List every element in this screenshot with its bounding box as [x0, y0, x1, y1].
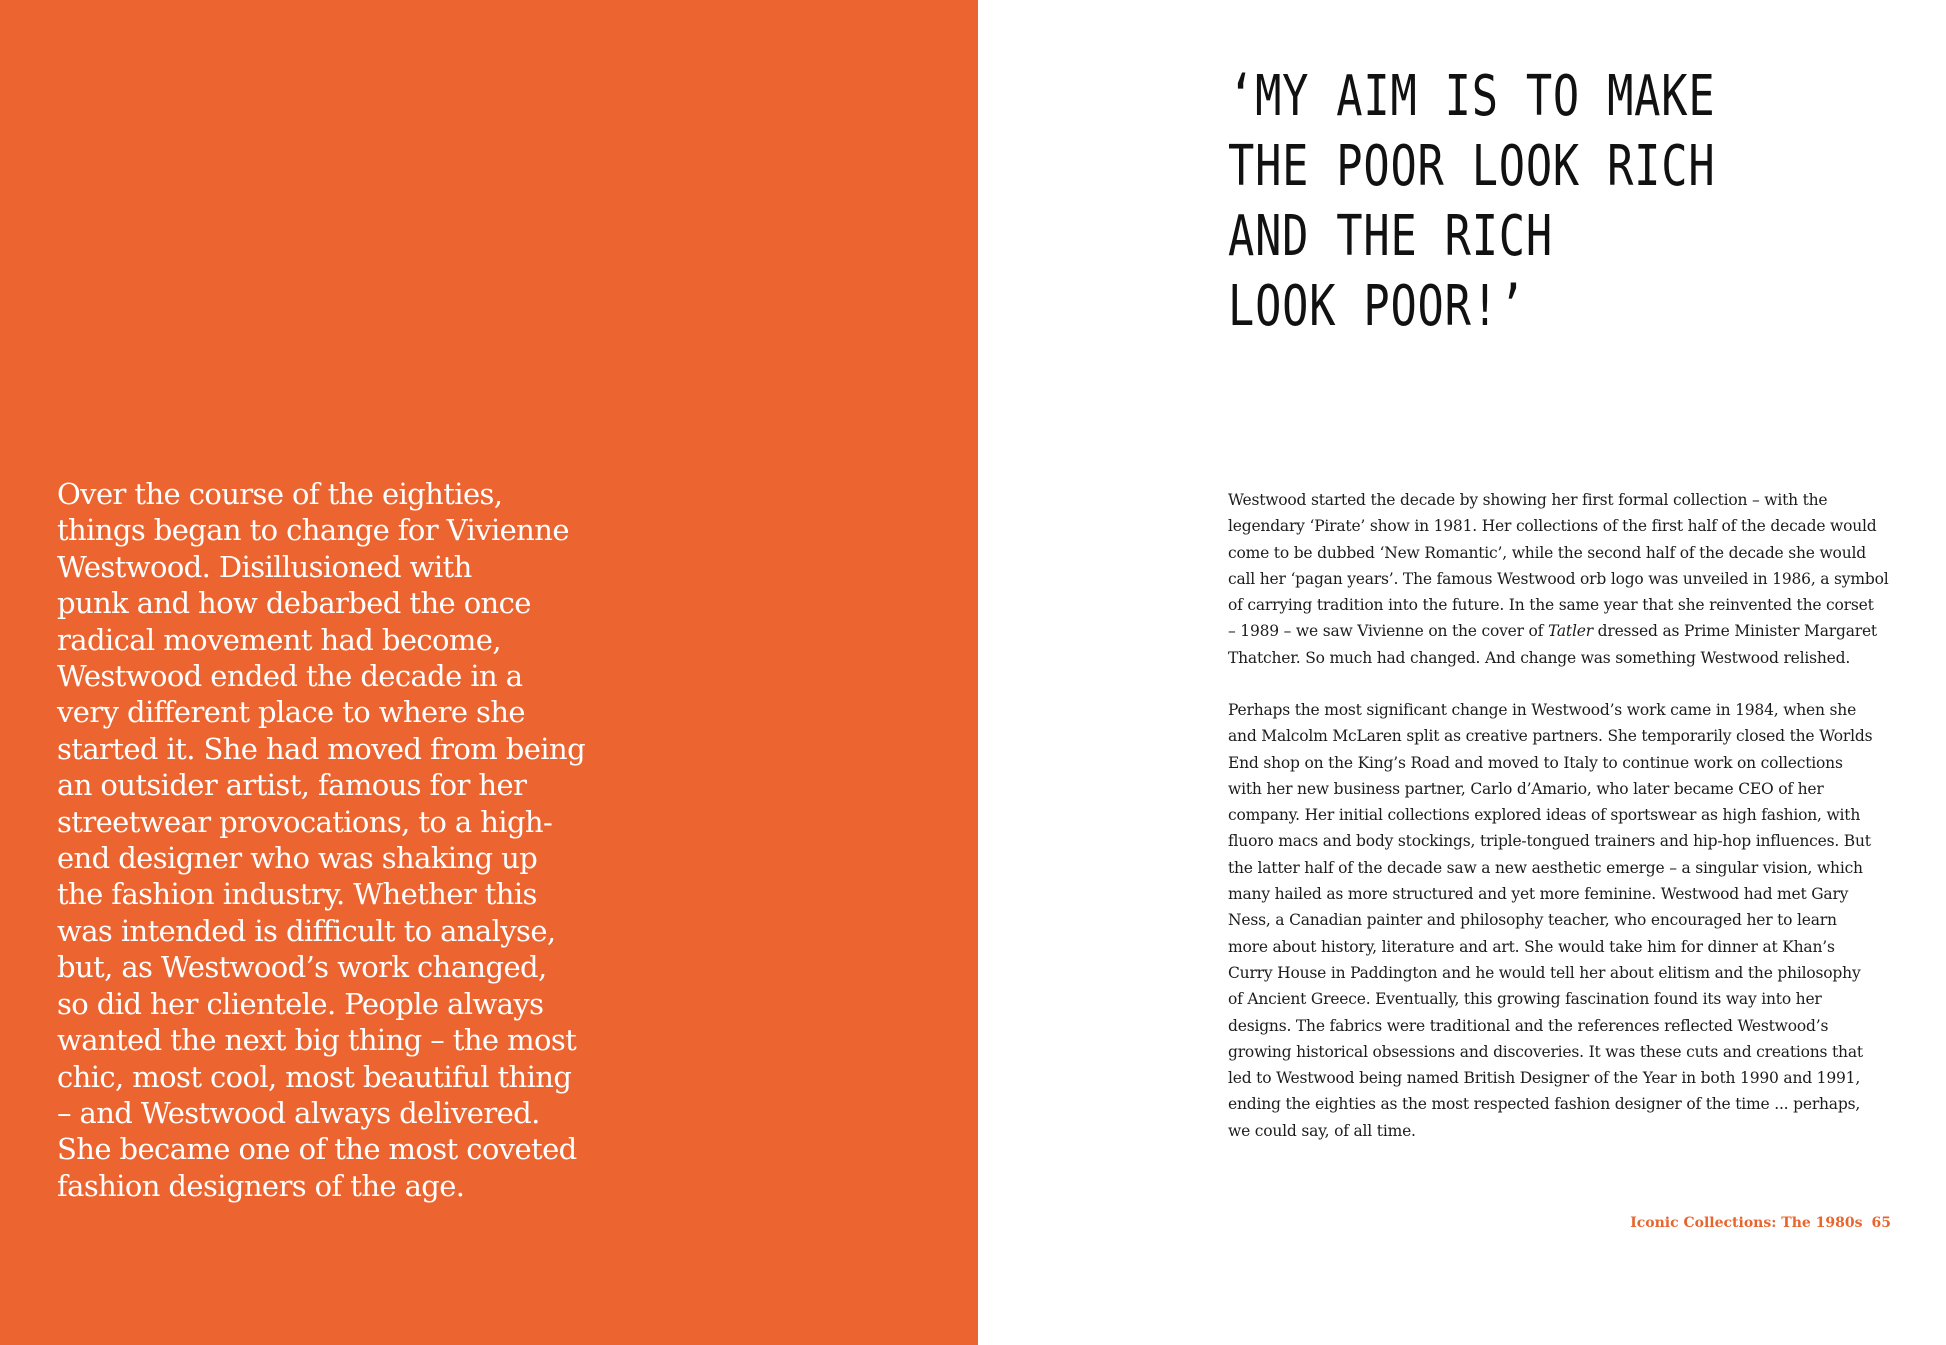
body-paragraph-2: Perhaps the most significant change in Westwood’s work came in 1984, when she and Malcolm McLaren split as creative partners. She temporarily closed the Worlds End shop on the King’s Road and moved to Italy to continue work on collections with her new business partner, Carlo d’Amario, who later became CEO of her company. Her initial collections explored ideas of sportswear as high fashion, with fluoro macs and body stockings, triple-tongued trainers and hip-hop influences. But the latter half of the decade saw a new aesthetic emerge – a singular vision, which many hailed as more structured and yet more feminine. Westwood had met Gary Ness, a Canadian painter and philosophy teacher, who encouraged her to learn more about history, literature and art. She would take him for dinner at Khan’s Curry House in Paddington and he would tell her about elitism and the philosophy of Ancient Greece. Eventually, this growing fascination found its way into her designs. The fabrics were traditional and the references reflected Westwood’s growing historical obsessions and discoveries. It was these cuts and creations that led to Westwood being named British Designer of the Year in both 1990 and 1991, ending the eighties as the most respected fashion designer of the time ... perhaps, we could say, of all time. [1228, 701, 1873, 1140]
handwritten-quote: ‘MY AIM IS TO MAKE THE POOR LOOK RICH AND THE RICH LOOK POOR!’ [1228, 64, 1716, 339]
page-footer [1630, 1215, 1891, 1231]
paragraph-1-text-start: Westwood started the decade by showing her first formal collection – with the legendary ‘Pirate’ show in 1981. Her collections of the first half of the decade would come to be dubbed ‘New Romantic’, while the second half of the decade she would call her ‘pagan years’. The famous Westwood orb logo was unveiled in 1986, a symbol of carrying tradition into the future. In the same year that she reinvented the corset – 1989 – we saw Vivienne on the cover of [1228, 491, 1889, 641]
intro-paragraph: Over the course of the eighties, things began to change for Vivienne Westwood. Disillusioned with punk and how debarbed the once radical movement had become, Westwood ended the decade in a very different place to where she started it. She had moved from being an outsider artist, famous for her streetwear provocations, to a high- end designer who was shaking up the fashion industry. Whether this was intended is difficult to analyse, but, as Westwood’s work changed, so did her clientele. People always wanted the next big thing – the most chic, most cool, most beautiful thing – and Westwood always delivered. She became one of the most coveted fashion designers of the age. [57, 477, 586, 1203]
page-number: 65 [1871, 1215, 1891, 1231]
magazine-title-tatler: Tatler [1547, 622, 1593, 641]
footer-section-title: Iconic Collections: The 1980s [1630, 1215, 1863, 1231]
paragraph-1-text-end: dressed as Prime Minister Margaret Thatcher. So much had changed. And change was something Westwood relished. [1228, 622, 1877, 667]
body-paragraph-1 [1228, 487, 1898, 671]
